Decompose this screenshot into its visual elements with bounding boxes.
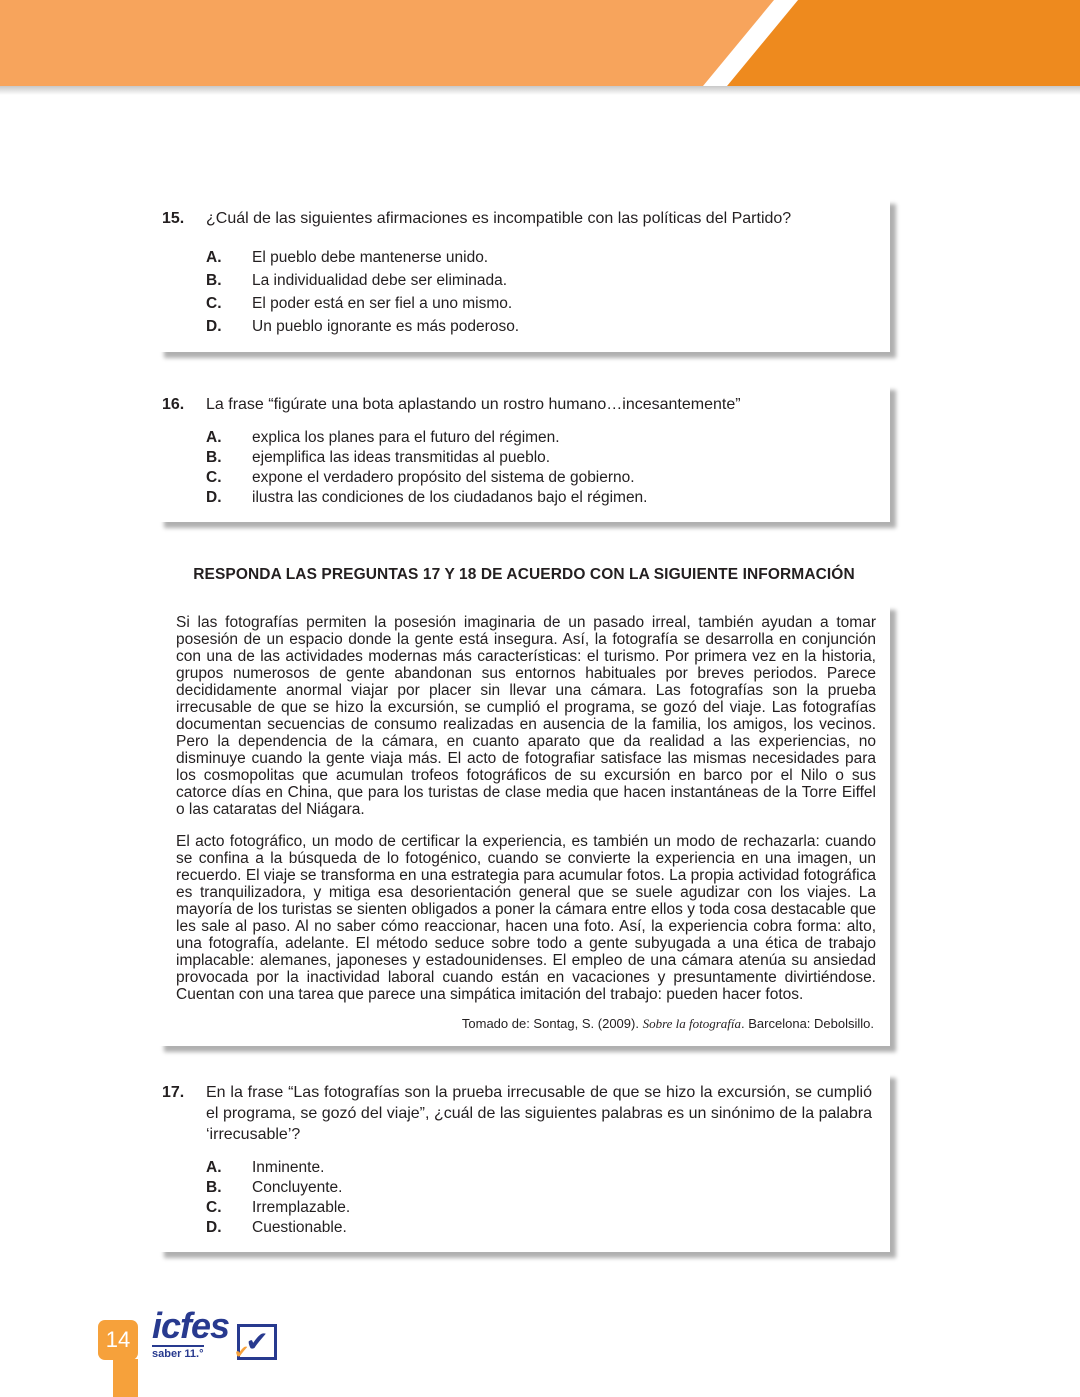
option-row-d — [206, 315, 872, 338]
option-row-b — [206, 269, 872, 292]
page-number-badge — [98, 1320, 138, 1360]
question-text: En la frase “Las fotografías son la prueba irrecusable de que se hizo la excursión, se cumplió el programa, se gozó del viaje”, ¿cuál de las siguientes palabras es un sinónimo de la palabra ‘irrecusable’? — [206, 1084, 872, 1143]
passage-instruction-header: RESPONDA LAS PREGUNTAS 17 Y 18 DE ACUERDO CON LA SIGUIENTE INFORMACIÓN — [193, 566, 855, 583]
top-banner — [0, 0, 1080, 86]
question-number: 16. — [162, 396, 185, 413]
checkmark-icon — [234, 1324, 277, 1362]
option-row-d — [206, 488, 872, 508]
option-row-c — [206, 292, 872, 315]
question-text: ¿Cuál de las siguientes afirmaciones es incompatible con las políticas del Partido? — [206, 210, 792, 227]
option-letter: C. — [206, 295, 222, 312]
check-orange-accent-icon: ✔ — [234, 1342, 250, 1362]
exam-page-content — [158, 198, 890, 1252]
bottom-bleed-tab — [113, 1359, 138, 1397]
options-list — [206, 428, 872, 508]
question-text: La frase “figúrate una bota aplastando un rostro humano…incesantemente” — [206, 396, 741, 413]
source-suffix: . Barcelona: Debolsillo. — [741, 1016, 874, 1031]
passage-block — [158, 604, 890, 1046]
option-row-b — [206, 448, 872, 468]
source-title: Sobre la fotografía — [642, 1016, 742, 1031]
option-letter: A. — [206, 1159, 222, 1176]
option-row-a — [206, 428, 872, 448]
icfes-wordmark: icfes — [152, 1305, 230, 1346]
question-number: 15. — [162, 210, 185, 227]
option-letter: C. — [206, 469, 222, 486]
option-text: Irremplazable. — [252, 1199, 351, 1216]
page-footer — [98, 1305, 277, 1362]
option-text: expone el verdadero propósito del sistema de gobierno. — [252, 469, 635, 486]
question-block-15 — [158, 198, 890, 352]
question-block-17 — [158, 1072, 890, 1252]
check-blue-icon: ✔ — [245, 1326, 269, 1357]
option-text: Concluyente. — [252, 1179, 343, 1196]
option-letter: A. — [206, 429, 222, 446]
options-list — [206, 1158, 872, 1238]
saber-11-label: saber 11.° — [152, 1345, 204, 1360]
option-text: ejemplifica las ideas transmitidas al pueblo. — [252, 449, 551, 466]
option-letter: B. — [206, 1179, 222, 1196]
option-letter: A. — [206, 249, 222, 266]
option-letter: D. — [206, 1219, 222, 1236]
option-text: explica los planes para el futuro del régimen. — [252, 429, 560, 446]
icfes-logo — [152, 1305, 277, 1362]
option-text: El poder está en ser fiel a uno mismo. — [252, 295, 513, 312]
option-row-c — [206, 1198, 872, 1218]
option-letter: D. — [206, 318, 222, 335]
question-number: 17. — [162, 1084, 185, 1101]
option-letter: B. — [206, 449, 222, 466]
option-text: Inminente. — [252, 1159, 325, 1176]
option-text: ilustra las condiciones de los ciudadanos bajo el régimen. — [252, 489, 648, 506]
option-row-c — [206, 468, 872, 488]
question-block-16 — [158, 384, 890, 522]
option-letter: B. — [206, 272, 222, 289]
banner-shadow — [0, 86, 1080, 95]
banner-diagonal-dark — [0, 0, 1080, 86]
option-text: Cuestionable. — [252, 1219, 347, 1236]
option-letter: D. — [206, 489, 222, 506]
option-text: El pueblo debe mantenerse unido. — [252, 249, 489, 266]
source-prefix: Tomado de: Sontag, S. (2009). — [461, 1016, 643, 1031]
option-letter: C. — [206, 1199, 222, 1216]
option-row-b — [206, 1178, 872, 1198]
option-row-d — [206, 1218, 872, 1238]
passage-source — [176, 1016, 876, 1032]
page-number: 14 — [105, 1327, 131, 1352]
passage-paragraph-1: Si las fotografías permiten la posesión imaginaria de un pasado irreal, también ayudan a tomar posesión de un espacio donde la gente está insegura. Así, la fotografía se desarrolla en conjunción con una de las actividades modernas más características: el turismo. Por primera vez en la historia, grupos numerosos de gente abandonan sus entornos habituales por breves periodos. Parece decididamente anormal viajar por placer sin llevar una cámara. Las fotografías son la prueba irrecusable de que se hizo la excursión, se cumplió el programa, se gozó del viaje. Las fotografías documentan secuencias de consumo realizadas en ausencia de la familia, los amigos, los vecinos. Pero la dependencia de la cámara, en cuanto aparato que da realidad a las experiencias, no disminuye cuando la gente viaja más. El acto de fotografiar satisface las mismas necesidades para los cosmopolitas que acumulan trofeos fotográficos de su excursión en barco por el Nilo o sus catorce días en China, que para los turistas de clase media que hacen instantáneas de la Torre Eiffel o las cataratas del Niágara. — [176, 614, 876, 818]
option-row-a — [206, 246, 872, 269]
option-text: Un pueblo ignorante es más poderoso. — [252, 318, 520, 335]
passage-paragraph-2: El acto fotográfico, un modo de certificar la experiencia, es también un modo de rechazarla: cuando se confina a la búsqueda de lo fotogénico, cuando se convierte la experiencia en una imagen, un recuerdo. El viaje se transforma en una estrategia para acumular fotos. La propia actividad fotográfica es tranquilizadora, y mitiga esa desorientación general que se suele agudizar con los viajes. La mayoría de los turistas se sienten obligados a poner la cámara entre ellos y toda cosa destacable que les sale al paso. Al no saber cómo reaccionar, hacen una foto. Así, la experiencia cobra forma: alto, una fotografía, adelante. El método seduce sobre todo a gente subyugada a una ética de trabajo implacable: alemanes, japoneses y estadounidenses. El empleo de una cámara atenúa su ansiedad provocada por la inactividad laboral cuando están en vacaciones y presuntamente divirtiéndose. Cuentan con una tarea que parece una simpática imitación del trabajo: pueden hacer fotos. — [176, 833, 876, 1003]
option-row-a — [206, 1158, 872, 1178]
options-list — [206, 246, 872, 338]
option-text: La individualidad debe ser eliminada. — [252, 272, 508, 289]
